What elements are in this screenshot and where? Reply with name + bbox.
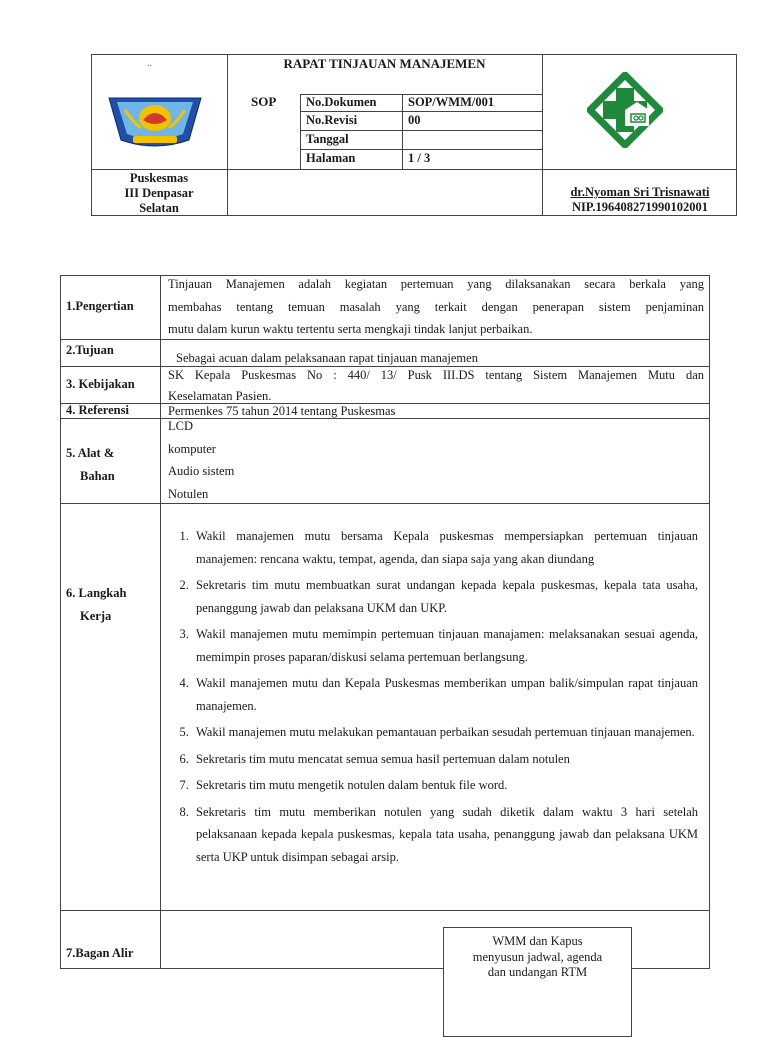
text-line: membahas tentang temuan masalah yang terkait dengan penerapan sistem penjaminan xyxy=(168,299,704,314)
doc-no-value: SOP/WMM/001 xyxy=(408,95,495,109)
list-item: Audio sistem xyxy=(168,464,235,478)
org-line: III Denpasar xyxy=(124,186,194,200)
flowchart-box xyxy=(443,927,632,1037)
label-line: 5. Alat & xyxy=(66,446,115,460)
step-item: 1. Wakil manajemen mutu bersama Kepala puskesmas mempersiapkan pertemuan tinjauan manajemen: rencana waktu, tempat, agenda, dan siapa saja yang akan diundang xyxy=(192,525,698,570)
section-content-alat xyxy=(168,415,704,505)
sop-label: SOP xyxy=(251,94,277,109)
header-dots: .. xyxy=(147,58,152,69)
step-item: 2. Sekretaris tim mutu membuatkan surat undangan kepada kepala puskesmas, kepala tata usaha, penanggung jawab dan pelaksana UKM dan UKP. xyxy=(192,574,698,619)
table-border xyxy=(60,910,710,911)
section-label-referensi: 4. Referensi xyxy=(66,403,129,417)
table-border xyxy=(160,275,161,968)
step-item: 5. Wakil manajemen mutu melakukan pemantauan perbaikan sesudah pertemuan tinjauan manajemen. xyxy=(192,721,698,744)
text-line: Keselamatan Pasien. xyxy=(168,388,272,403)
section-label-pengertian: 1.Pengertian xyxy=(66,299,134,313)
flowchart-text: dan undangan RTM xyxy=(487,965,588,979)
section-label-bagan: 7.Bagan Alir xyxy=(66,946,134,960)
list-item: LCD xyxy=(168,419,193,433)
step-item: 3. Wakil manajemen mutu memimpin pertemuan tinjauan manajamen: melaksanakan sesuai agenda, memimpin proses paparan/diskusi selama pertemuan berlangsung. xyxy=(192,623,698,668)
section-content-pengertian xyxy=(168,273,704,341)
steps-list xyxy=(168,525,698,868)
section-label-langkah xyxy=(60,582,160,627)
flowchart-text: WMM dan Kapus xyxy=(492,934,583,948)
revision-label: No.Revisi xyxy=(306,113,358,127)
org-line: Puskesmas xyxy=(129,171,189,185)
text-line: Tinjauan Manajemen adalah kegiatan pertemuan yang dilaksanakan secara berkala yang xyxy=(168,277,704,291)
section-label-kebijakan: 3. Kebijakan xyxy=(66,377,135,391)
signer-nip: NIP.196408271990102001 xyxy=(571,200,708,214)
step-item: 7. Sekretaris tim mutu mengetik notulen dalam bentuk file word. xyxy=(192,774,698,797)
section-content-tujuan: Sebagai acuan dalam pelaksanaan rapat tinjauan manajemen xyxy=(176,351,478,365)
signer-name: dr.Nyoman Sri Trisnawati xyxy=(570,185,710,199)
text-line: SK Kepala Puskesmas No : 440/ 13/ Pusk III.DS tentang Sistem Manajemen Mutu dan xyxy=(168,368,704,382)
step-item: 8. Sekretaris tim mutu memberikan notulen yang sudah diketik dalam waktu 3 hari setelah pelaksanaan kepada kepala puskesmas, kepala tata usaha, penanggung jawab dan pelaksana UKM serta UKP untuk disimpan sebagai arsip. xyxy=(192,801,698,869)
document-title: RAPAT TINJAUAN MANAJEMEN xyxy=(283,56,486,71)
step-item: 6. Sekretaris tim mutu mencatat semua semua hasil pertemuan dalam notulen xyxy=(192,748,698,771)
list-item: komputer xyxy=(168,441,216,456)
doc-no-label: No.Dokumen xyxy=(306,95,377,109)
label-line: Kerja xyxy=(80,608,112,623)
section-label-tujuan: 2.Tujuan xyxy=(66,343,114,357)
page-value: 1 / 3 xyxy=(408,151,431,165)
date-label: Tanggal xyxy=(306,132,349,146)
page-label: Halaman xyxy=(306,151,356,165)
section-content-langkah xyxy=(168,525,698,872)
table-border xyxy=(709,275,710,968)
text-line: mutu dalam kurun waktu tertentu serta mengkaji tindak lanjut perbaikan. xyxy=(168,322,533,336)
section-content-referensi: Permenkes 75 tahun 2014 tentang Puskesmas xyxy=(168,404,396,418)
revision-value: 00 xyxy=(408,113,421,127)
flowchart-text: menyusun jadwal, agenda xyxy=(472,949,603,964)
step-item: 4. Wakil manajemen mutu dan Kepala Puskesmas memberikan umpan balik/simpulan rapat tinjauan manajemen. xyxy=(192,672,698,717)
section-label-alat xyxy=(60,442,160,487)
label-line: 6. Langkah xyxy=(66,586,127,600)
label-line: Bahan xyxy=(80,468,115,483)
org-line: Selatan xyxy=(139,201,179,215)
list-item: Notulen xyxy=(168,486,209,501)
